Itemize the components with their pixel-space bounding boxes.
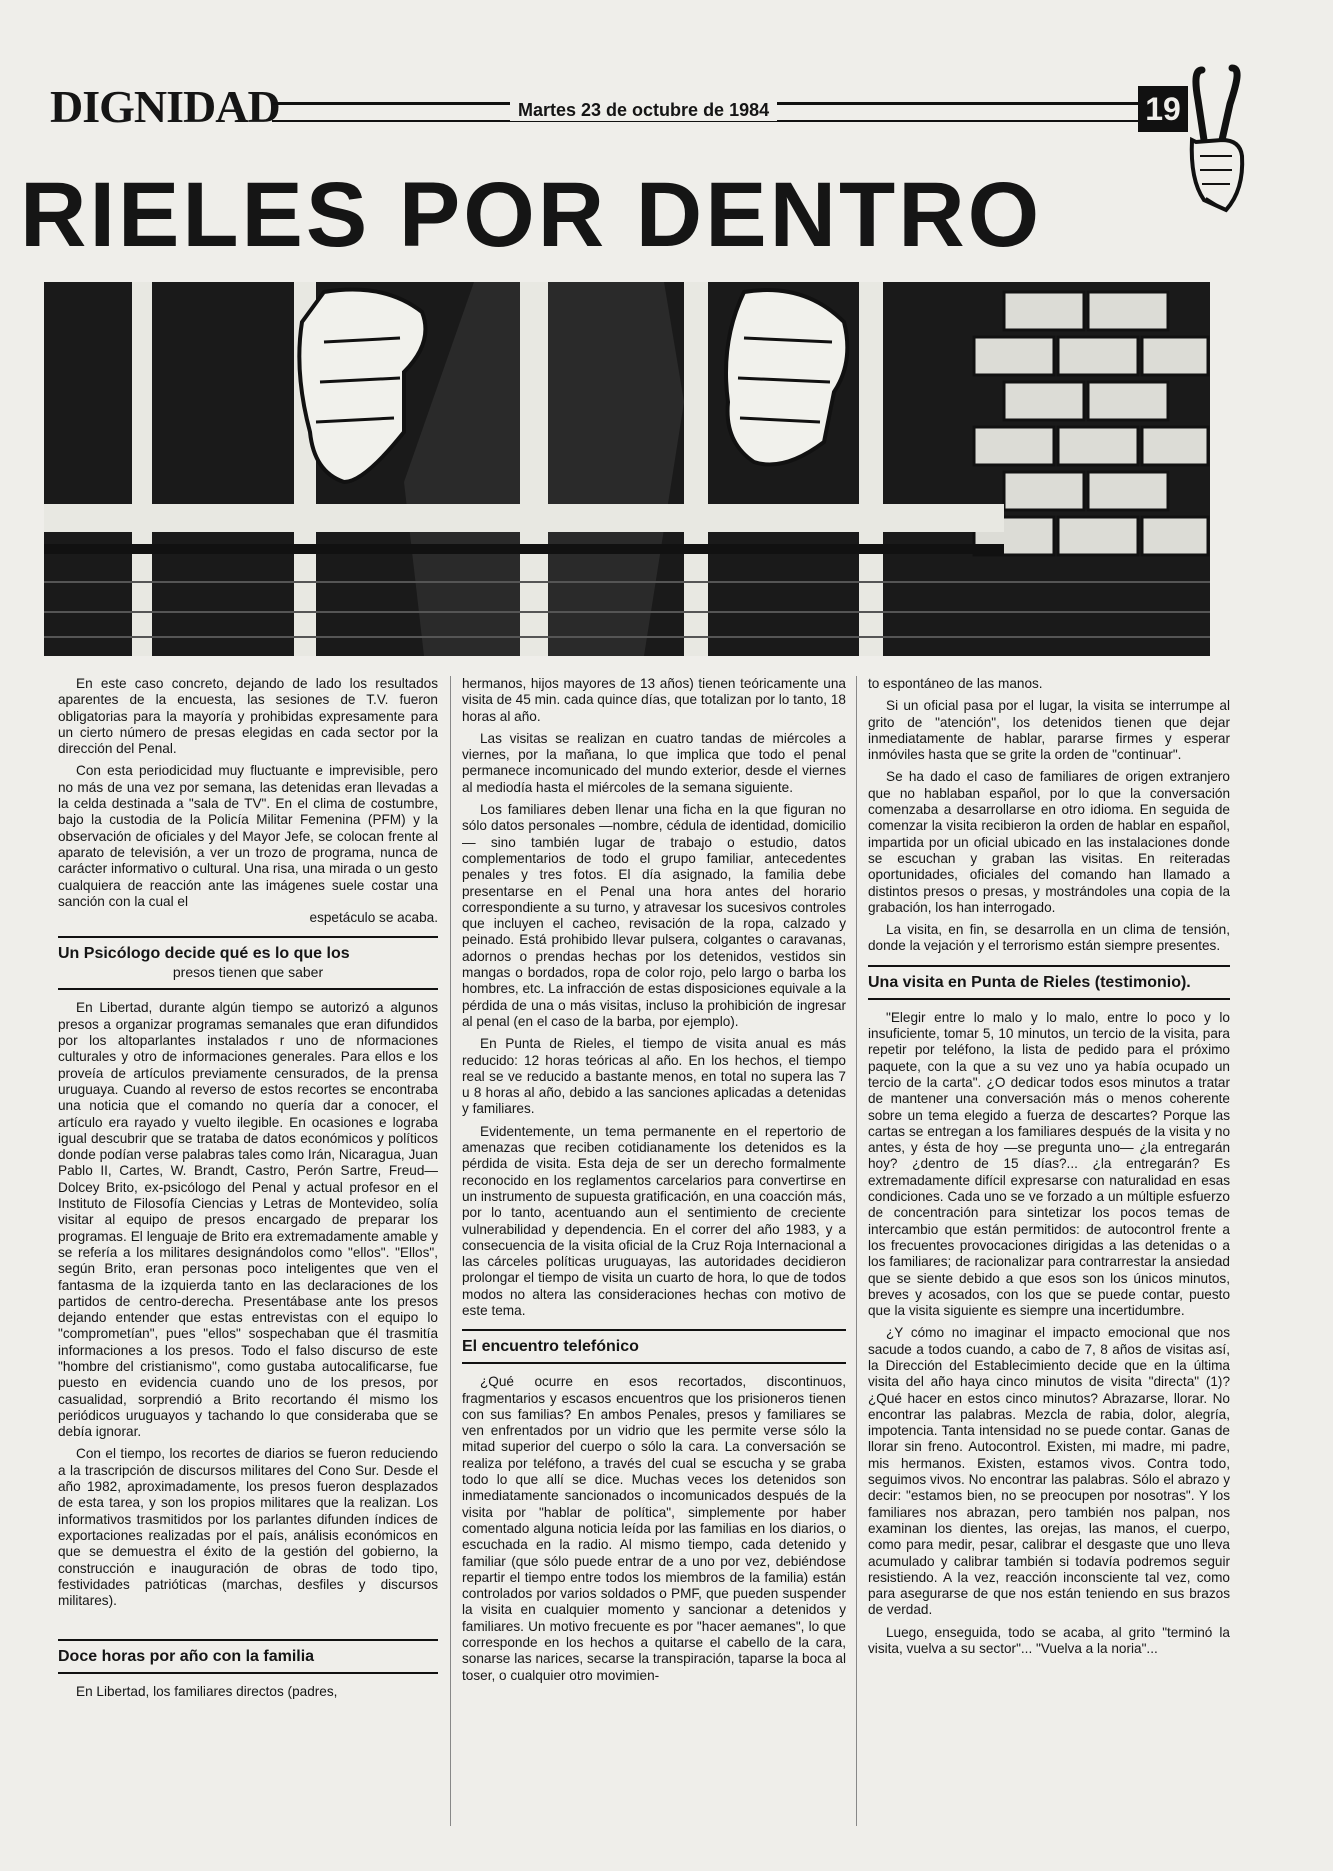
- subheading-line2: presos tienen que saber: [172, 964, 324, 981]
- paragraph: Las visitas se realizan en cuatro tandas de miércoles a viernes, por la mañana, lo que implica que todo el penal permanece incomunicado del mundo exterior, desde el viernes al mediodía hasta el miércoles de la semana siguiente.: [462, 730, 846, 795]
- subheading: [58, 936, 438, 990]
- headline: RIELES POR DENTRO: [20, 164, 1043, 266]
- victory-hand-icon: [1182, 60, 1252, 220]
- paragraph: ¿Qué ocurre en esos recortados, discontinuos, fragmentarios y escasos encuentros que los prisioneros tienen con sus familias? En ambos Penales, presos y familiares se ven enfrentados por un vidrio que les permite verse sólo la mitad superior del cuerpo o sólo la cara. La conversación se realiza por teléfono, a través del cual se escucha y se graba todo lo que allí se dice. Muchas veces los detenidos son inmediatamente sancionados o incomunicados después de la visita por "hablar de política", simplemente por haber comentado alguna noticia leída por las familias en los diarios, o escuchada en la radio. Al mismo tiempo, cada detenido y familiar (que sólo puede entrar de a uno por vez, debiéndose repartir el tiempo entre todos los miembros de la familia) están controlados por varios soldados o PMF, que pueden suspender la visita en cualquier momento y sancionar a detenidos y familiares. Un motivo frecuente es por "hacer aemanes", lo que corresponde en los hechos a quitarse el cabello de la cara, sonarse las narices, secarse la transpiración, taparse la boca al toser, o cualquier otro movimien-: [462, 1374, 846, 1683]
- article-column-3: [868, 676, 1230, 1826]
- page-number: 19: [1138, 86, 1188, 132]
- paragraph: Con el tiempo, los recortes de diarios se fueron reduciendo a la trascripción de discursos militares del Cono Sur. Desde el año 1982, aproximadamente, los presos fueron desplazados de esta tarea, y son los propios militares que la realizan. Los informativos trasmitidos por los parlantes difunden índices de exportaciones realizadas por el país, análisis económicos en que se demuestra el éxito de la gestión del gobierno, la construcción e inauguración de obras de todo tipo, festividades patrióticas (marchas, desfiles y discursos militares).: [58, 1446, 438, 1609]
- paragraph: Los familiares deben llenar una ficha en la que figuran no sólo datos personales —nombre, cédula de identidad, domicilio— sino también lugar de trabajo o estudio, datos complementarios de todo el grupo familiar, antecedentes penales y tres fotos. El día asignado, la familia debe presentarse en el Penal una hora antes del horario correspondiente a su turno, y atravesar los sucesivos controles que incluyen el cacheo, revisación de la ropa, calzado y peinado. Está prohibido llevar pulsera, colgantes o caravanas, adornos o prendas hechas por los detenidos, vestidos sin mangas o bordados, ropa de color rojo, pelo largo o barba los hombres, etc. La infracción de estas disposiciones equivale a la pérdida de una o más visitas, incluso la prohibición de ingresar al penal (en el caso de la barba, por ejemplo).: [462, 802, 846, 1029]
- paragraph: Luego, enseguida, todo se acaba, al grito "terminó la visita, vuelva a su sector"... "Vuelva a la noria"...: [868, 1624, 1230, 1657]
- subheading: Doce horas por año con la familia: [58, 1639, 438, 1674]
- paragraph: La visita, en fin, se desarrolla en un clima de tensión, donde la vejación y el terrorismo están siempre presentes.: [868, 922, 1230, 954]
- paragraph-end: espetáculo se acaba.: [309, 910, 438, 926]
- article-column-1: [58, 676, 438, 1826]
- paragraph: Con esta periodicidad muy fluctuante e imprevisible, pero no más de una vez por semana, las detenidas eran llevadas a la celda destinada a "sala de TV". En el clima de costumbre, bajo la custodia de la Policía Militar Femenina (PFM) y la observación de oficiales y del Mayor Jefe, se colocan frente al aparato de televisión, a ver un trozo de programa, nunca de carácter informativo o cultural. Una risa, una mirada o un gesto cualquiera de reacción ante las imágenes suele costar una sanción con la cual el: [58, 763, 438, 909]
- masthead: [50, 78, 1230, 136]
- prison-bars-illustration: [44, 282, 1210, 656]
- paragraph: En Libertad, los familiares directos (padres,: [76, 1684, 338, 1700]
- article-column-2: [462, 676, 846, 1826]
- paragraph: Se ha dado el caso de familiares de origen extranjero que no hablaban español, por lo que la conversación comenzaba a desarrollarse en otro idioma. En seguida de comenzar la visita recibieron la orden de hablar en español, impartida por un oficial ubicado en las instalaciones donde se escuchan y graban las visitas. En reiteradas oportunidades, oficiales del comando han llamado a distintos presos o presas, y mostrándoles una copia de la grabación, los han interrogado.: [868, 769, 1230, 915]
- issue-date: Martes 23 de octubre de 1984: [510, 100, 777, 121]
- paragraph: En Libertad, durante algún tiempo se autorizó a algunos presos a organizar programas semanales que eran difundidos por los altoparlantes instalados r uno de nformaciones culturales y otro de informaciones generales. Para ellos e los proveía de artículos previamente censurados, de la prensa uruguaya. Cuando al reverso de estos recortes se encontraba una noticia que el comando no quería dar a conocer, el artículo era rayado y vuelto ilegible. En ocasiones e lograba igual descubrir que se trataba de datos económicos y políticos donde podían verse palabras tales como Irán, Nicaragua, Juan Pablo II, Cartes, W. Brandt, Castro, Perón Sartre, Freud— Dolcey Brito, ex-psicólogo del Penal y actual profesor en el Instituto de Filosofía Ciencias y Letras de Montevideo, solía visitar al equipo de presos encargado de preparar los programas. El lenguaje de Brito era extremadamente amable y se refería a los militares designándolos como "ellos". "Ellos", según Brito, eran personas poco inteligentes que ven el fantasma de la izquierda tanto en las declaraciones de los partidos de centro-derecha. Presentábase ante los presos dejando entender que estas entrevistas con el equipo lo "comprometían", pues "ellos" sospechaban que él trasmitía informaciones a los presos. Todo el falso discurso de este "hombre del cristianismo", como gustaba autocalificarse, fue puesto en evidencia cuando uno de los presos, por casualidad, sorprendió a Brito recortando él mismo los periódicos uruguayos y tachando lo que consideraba que se debía ignorar.: [58, 1000, 438, 1440]
- paragraph: Evidentemente, un tema permanente en el repertorio de amenazas que reciben cotidianamente los detenidos es la pérdida de visita. Esta deja de ser un derecho formalmente reconocido en los reglamentos carcelarios para convertirse en un instrumento de supuesta gratificación, en una coacción más, por lo tanto, acentuando aun el sentimiento de creciente vulnerabilidad y dependencia. En el correr del año 1983, y a consecuencia de la visita oficial de la Cruz Roja Internacional a las cárceles políticas uruguayas, las autoridades decidieron prolongar el tiempo de visita un cuarto de hora, lo que de todos modos no altera las consideraciones hechas con motivo de este tema.: [462, 1123, 846, 1318]
- column-rule: [450, 676, 451, 1826]
- subheading: El encuentro telefónico: [462, 1329, 846, 1364]
- column-rule: [856, 676, 857, 1826]
- subheading: Una visita en Punta de Rieles (testimonio).: [868, 965, 1230, 1000]
- brand-logo: DIGNIDAD: [50, 81, 280, 132]
- paragraph: ¿Y cómo no imaginar el impacto emocional que nos sacude a todos cuando, a cabo de 7, 8 años de visitas así, la Dirección del Establecimiento decide que en la última visita del año haya cinco minutos de visita "directa" (1)? ¿Qué hacer en estos cinco minutos? Abrazarse, llorar. No encontrar las palabras. Mezcla de rabia, dolor, alegría, impotencia. Tanta intensidad no se puede contar. Ganas de llorar sin freno. Autocontrol. Existen, mi madre, mi padre, mis hermanos. Existen, estamos vivos. Contra todo, seguimos vivos. No encontrar las palabras. Sólo el abrazo y decir: "estamos bien, no se preocupen por nosotras". Y los familiares nos abrazan, pero también nos palpan, nos examinan los dientes, las orejas, las manos, el cuerpo, como para medir, pesar, calibrar el desgaste que uno lleva acumulado y calibrar también si todavía podremos seguir resistiendo. A la vez, reacción inconsciente tal vez, como para asegurarse de que nos están teniendo en sus brazos de verdad.: [868, 1325, 1230, 1618]
- paragraph: En Punta de Rieles, el tiempo de visita anual es más reducido: 12 horas teóricas al año. En los hechos, el tiempo real se ve reducido a bastante menos, en total no supera las 7 u 8 horas al año, debido a las sanciones aplicadas a detenidas y familiares.: [462, 1036, 846, 1117]
- paragraph: "Elegir entre lo malo y lo malo, entre lo poco y lo insuficiente, tomar 5, 10 minutos, un tercio de la visita, para repetir por teléfono, la lista de pedido para el próximo paquete, con la que a su vez uno ya había ocupado un tercio de la carta". ¿O dedicar todos esos minutos a tratar de mantener una conversación más o menos coherente sobre un tema elegido a fuerza de descartes? Porque las cartas se entregan a los familiares después de la visita y no antes, y ésta de hoy —se pregunta uno— ¿la entregarán hoy? ¿dentro de 15 días?... ¿la entregarán? Es extremadamente difícil expresarse con naturalidad en esas condiciones. Cada uno se ve forzado a un múltiple esfuerzo de concentración para sintetizar los pocos temas de intercambio que están permitidos: de autocontrol frente a los frecuentes provocaciones dirigidas a las detenidas o a los familiares; de racionalizar para contrarrestar la ansiedad que se siente debido a que esos son los únicos minutos, breves y acosados, con los que se puede contar, puesto que la visita siguiente es siempre una incertidumbre.: [868, 1009, 1230, 1319]
- paragraph: to espontáneo de las manos.: [868, 676, 1043, 691]
- subheading-line1: Un Psicólogo decide qué es lo que los: [58, 945, 350, 963]
- paragraph: Si un oficial pasa por el lugar, la visita se interrumpe al grito de "atención", los detenidos tienen que dejar inmediatamente de hablar, pararse firmes y esperar inmóviles hasta que se grite la orden de "continuar".: [868, 698, 1230, 763]
- paragraph: En este caso concreto, dejando de lado los resultados aparentes de la encuesta, las sesiones de T.V. fueron obligatorias para la mayoría y prohibidas expresamente para un cierto número de presas elegidas en cada sector por la dirección del Penal.: [58, 676, 438, 757]
- paragraph: hermanos, hijos mayores de 13 años) tienen teóricamente una visita de 45 min. cada quince días, que totalizan por lo tanto, 18 horas al año.: [462, 676, 846, 724]
